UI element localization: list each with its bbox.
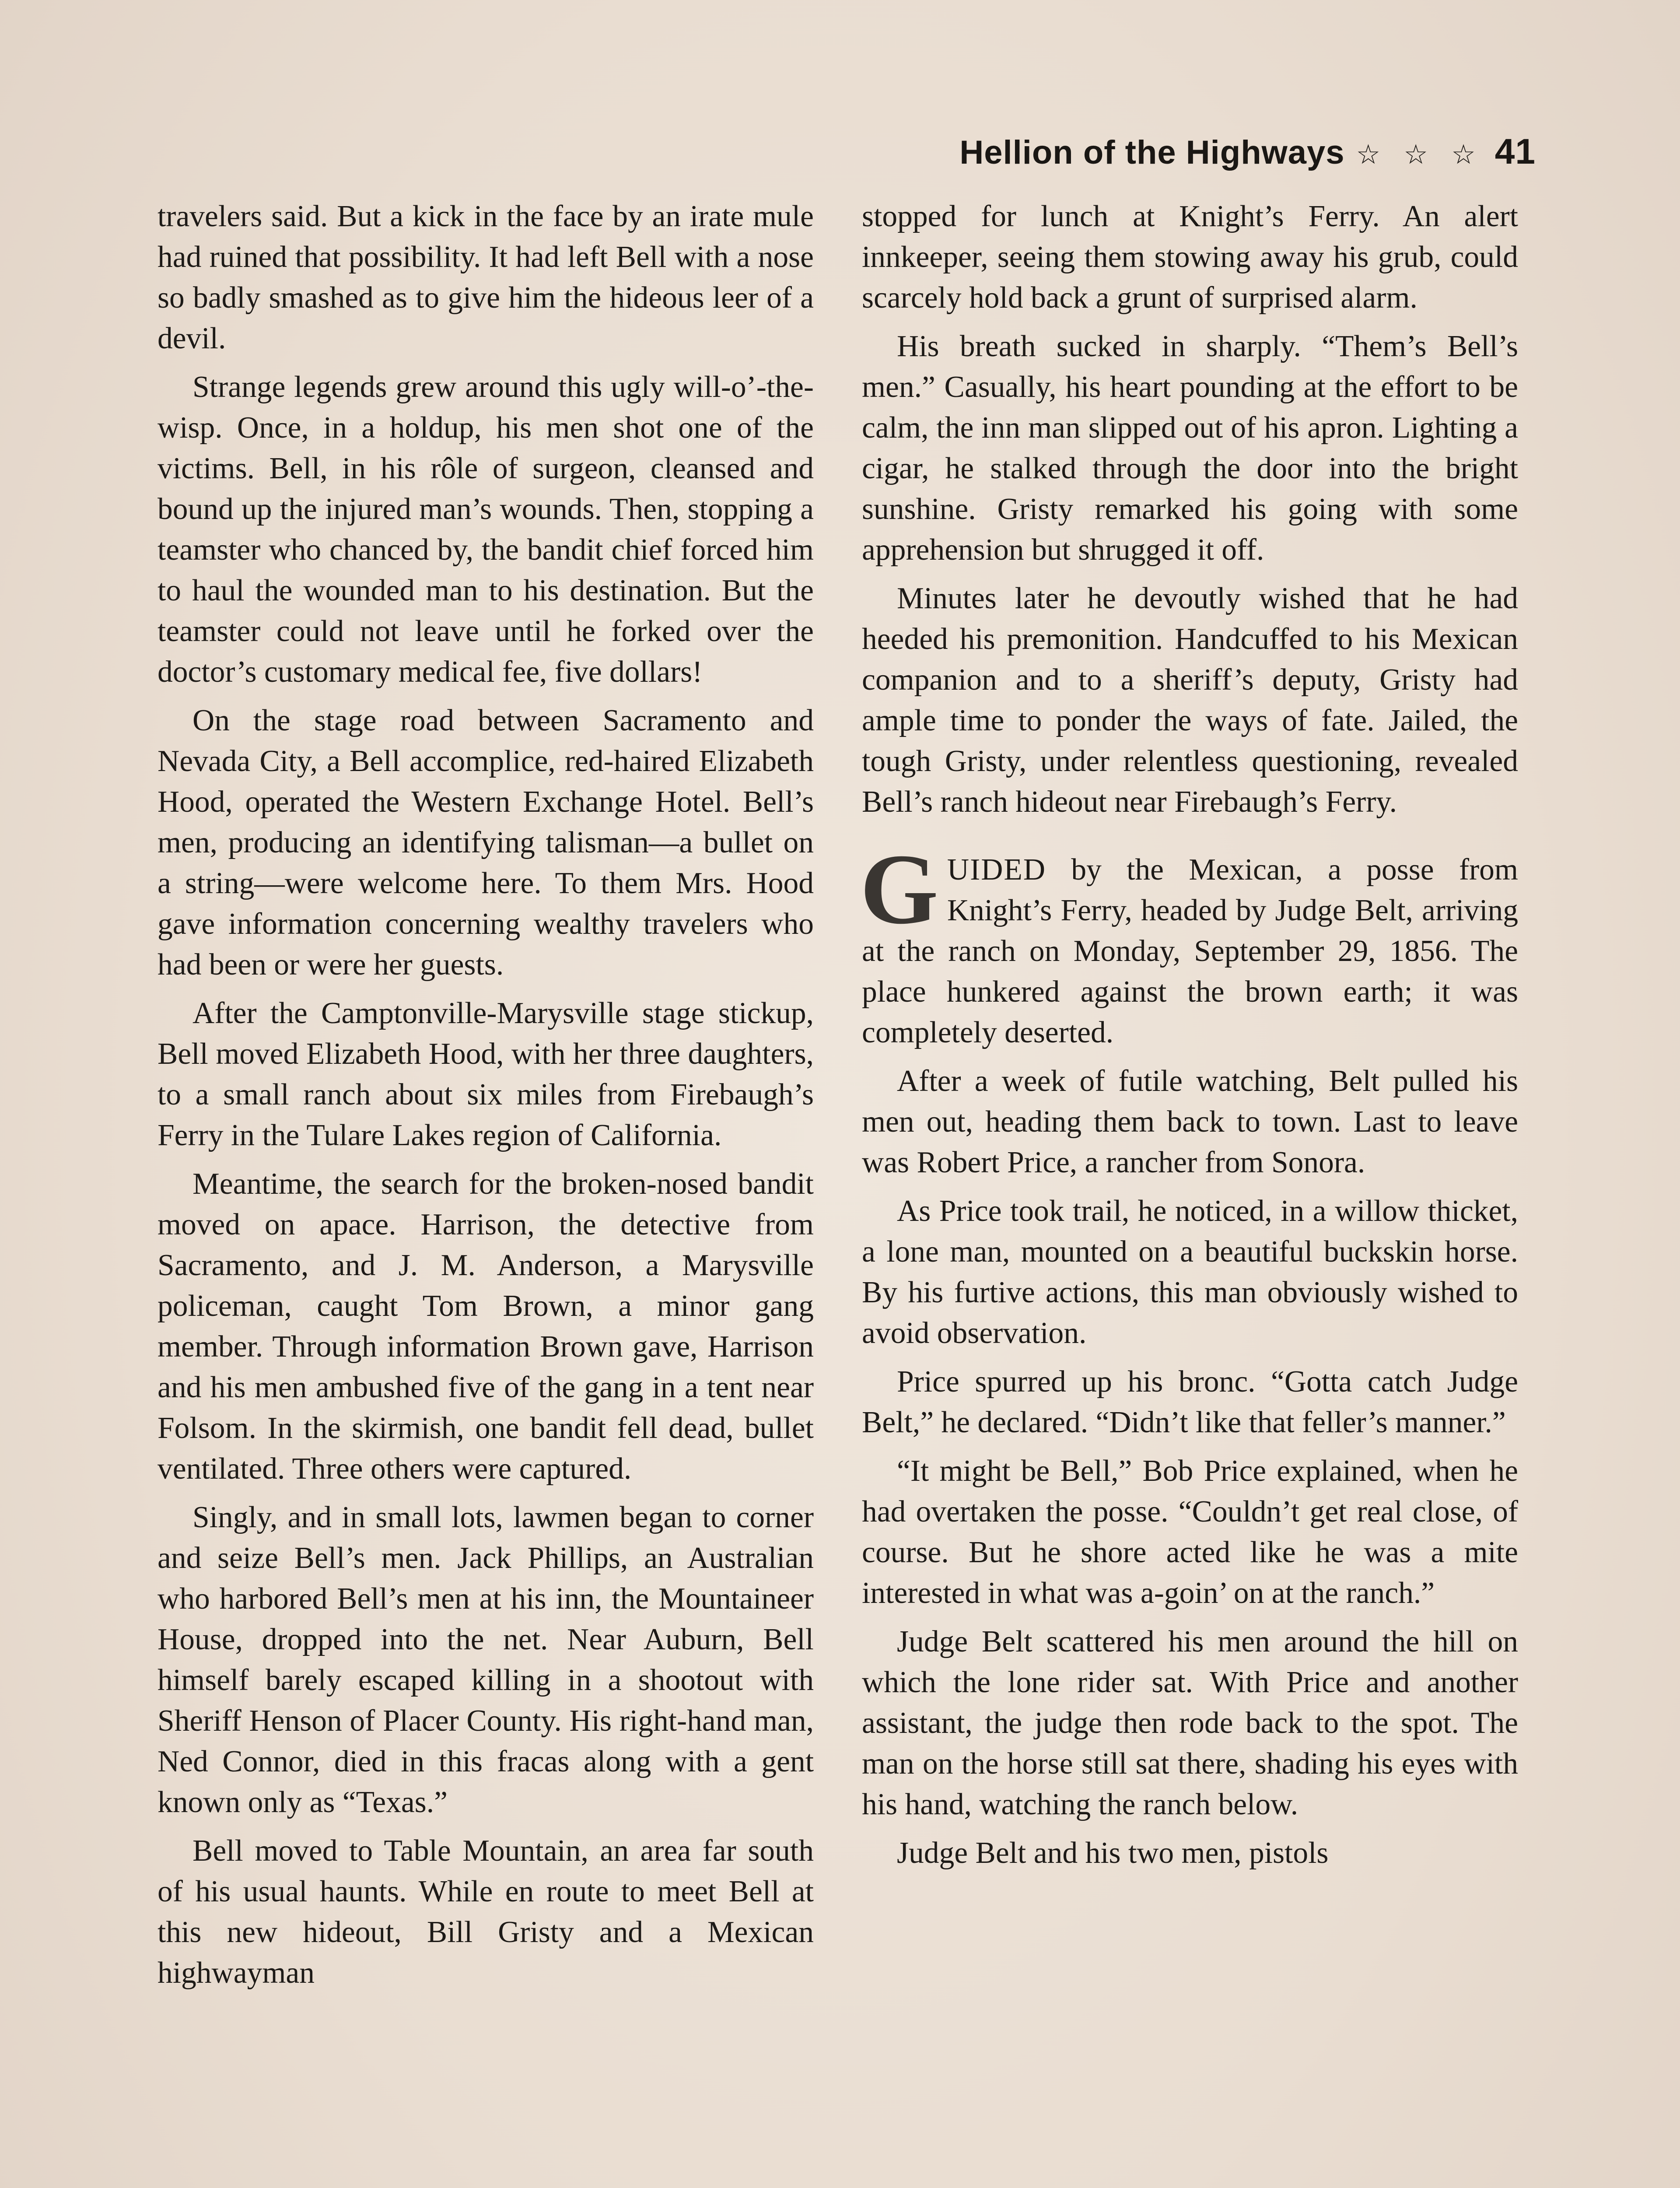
- paragraph: Judge Belt scattered his men around the hill on which the lone rider sat. With Price and another assistant, the judge then rode back to the spot. The man on the horse still sat there, shading his eyes with his hand, watching the ranch below.: [862, 1625, 1518, 1821]
- paragraph: Strange legends grew around this ugly will-o’-the-wisp. Once, in a holdup, his men shot one of the victims. Bell, in his rôle of surgeon, cleansed and bound up the injured man’s wounds. Then, stopping a teamster who chanced by, the bandit chief forced him to haul the wounded man to his destination. But the teamster could not leave until he forked over the doctor’s customary medical fee, five dollars!: [158, 370, 814, 689]
- paragraph: As Price took trail, he noticed, in a willow thicket, a lone man, mounted on a beautiful buckskin horse. By his furtive actions, this man obviously wished to avoid observation.: [862, 1194, 1518, 1350]
- paragraph: “It might be Bell,” Bob Price explained, when he had overtaken the posse. “Couldn’t get real close, of course. But he shore acted like he was a mite interested in what was a-goin’ on at the ranch.”: [862, 1454, 1518, 1610]
- paragraph: Meantime, the search for the broken-nosed bandit moved on apace. Harrison, the detective from Sacramento, and J. M. Anderson, a Marysville policeman, caught Tom Brown, a minor gang member. Through information Brown gave, Harrison and his men ambushed five of the gang in a tent near Folsom. In the skirmish, one bandit fell dead, bullet ventilated. Three others were captured.: [158, 1167, 814, 1486]
- paragraph: His breath sucked in sharply. “Them’s Bell’s men.” Casually, his heart pounding at the effort to be calm, the inn man slipped out of his apron. Lighting a cigar, he stalked through the door into the bright sunshine. Gristy remarked his going with some apprehension but shrugged it off.: [862, 330, 1518, 567]
- drop-cap: G: [860, 833, 938, 945]
- running-head: [959, 131, 1536, 172]
- paragraph: After the Camptonville-Marysville stage stickup, Bell moved Elizabeth Hood, with her three daughters, to a small ranch about six miles from Firebaugh’s Ferry in the Tulare Lakes region of California.: [158, 996, 814, 1152]
- paragraph: Judge Belt and his two men, pistols: [897, 1836, 1329, 1870]
- right-column: [862, 196, 1518, 2188]
- running-head-title: Hellion of the Highways: [959, 134, 1345, 171]
- drop-cap-smallcaps: UIDED: [947, 853, 1046, 887]
- paragraph: Price spurred up his bronc. “Gotta catch Judge Belt,” he declared. “Didn’t like that feller’s manner.”: [862, 1365, 1518, 1439]
- paragraph: Singly, and in small lots, lawmen began to corner and seize Bell’s men. Jack Phillips, an Australian who harbored Bell’s men at his inn, the Mountaineer House, dropped into the net. Near Auburn, Bell himself barely escaped killing in a shootout with Sheriff Henson of Placer County. His right-hand man, Ned Connor, died in this fracas along with a gent known only as “Texas.”: [158, 1501, 814, 1819]
- drop-cap-rest: by the Mexican, a posse from Knight’s Ferry, headed by Judge Belt, arriving at the ranch on Monday, September 29, 1856. The place hunkered against the brown earth; it was completely deserted.: [862, 853, 1518, 1049]
- section-opening-paragraph: [860, 833, 1518, 1053]
- paragraph: After a week of futile watching, Belt pulled his men out, heading them back to town. Last to leave was Robert Price, a rancher from Sonora.: [862, 1064, 1518, 1179]
- star-rating-icon: ☆ ☆ ☆: [1356, 140, 1484, 170]
- page-number: 41: [1494, 132, 1536, 172]
- paragraph: stopped for lunch at Knight’s Ferry. An alert innkeeper, seeing them stowing away his grub, could scarcely hold back a grunt of surprised alarm.: [862, 200, 1518, 315]
- paragraph: Minutes later he devoutly wished that he had heeded his premonition. Handcuffed to his Mexican companion and to a sheriff’s deputy, Gristy had ample time to ponder the ways of fate. Jailed, the tough Gristy, under relentless questioning, revealed Bell’s ranch hideout near Firebaugh’s Ferry.: [862, 582, 1518, 819]
- left-column: [158, 196, 814, 2188]
- paragraph: travelers said. But a kick in the face by an irate mule had ruined that possibility. It had left Bell with a nose so badly smashed as to give him the hideous leer of a devil.: [158, 200, 814, 355]
- paragraph: Bell moved to Table Mountain, an area far south of his usual haunts. While en route to meet Bell at this new hideout, Bill Gristy and a Mexican highwayman: [158, 1834, 814, 1990]
- paragraph: On the stage road between Sacramento and Nevada City, a Bell accomplice, red-haired Elizabeth Hood, operated the Western Exchange Hotel. Bell’s men, producing an identifying talisman—a bullet on a string—were welcome here. To them Mrs. Hood gave information concerning wealthy travelers who had been or were her guests.: [158, 704, 814, 982]
